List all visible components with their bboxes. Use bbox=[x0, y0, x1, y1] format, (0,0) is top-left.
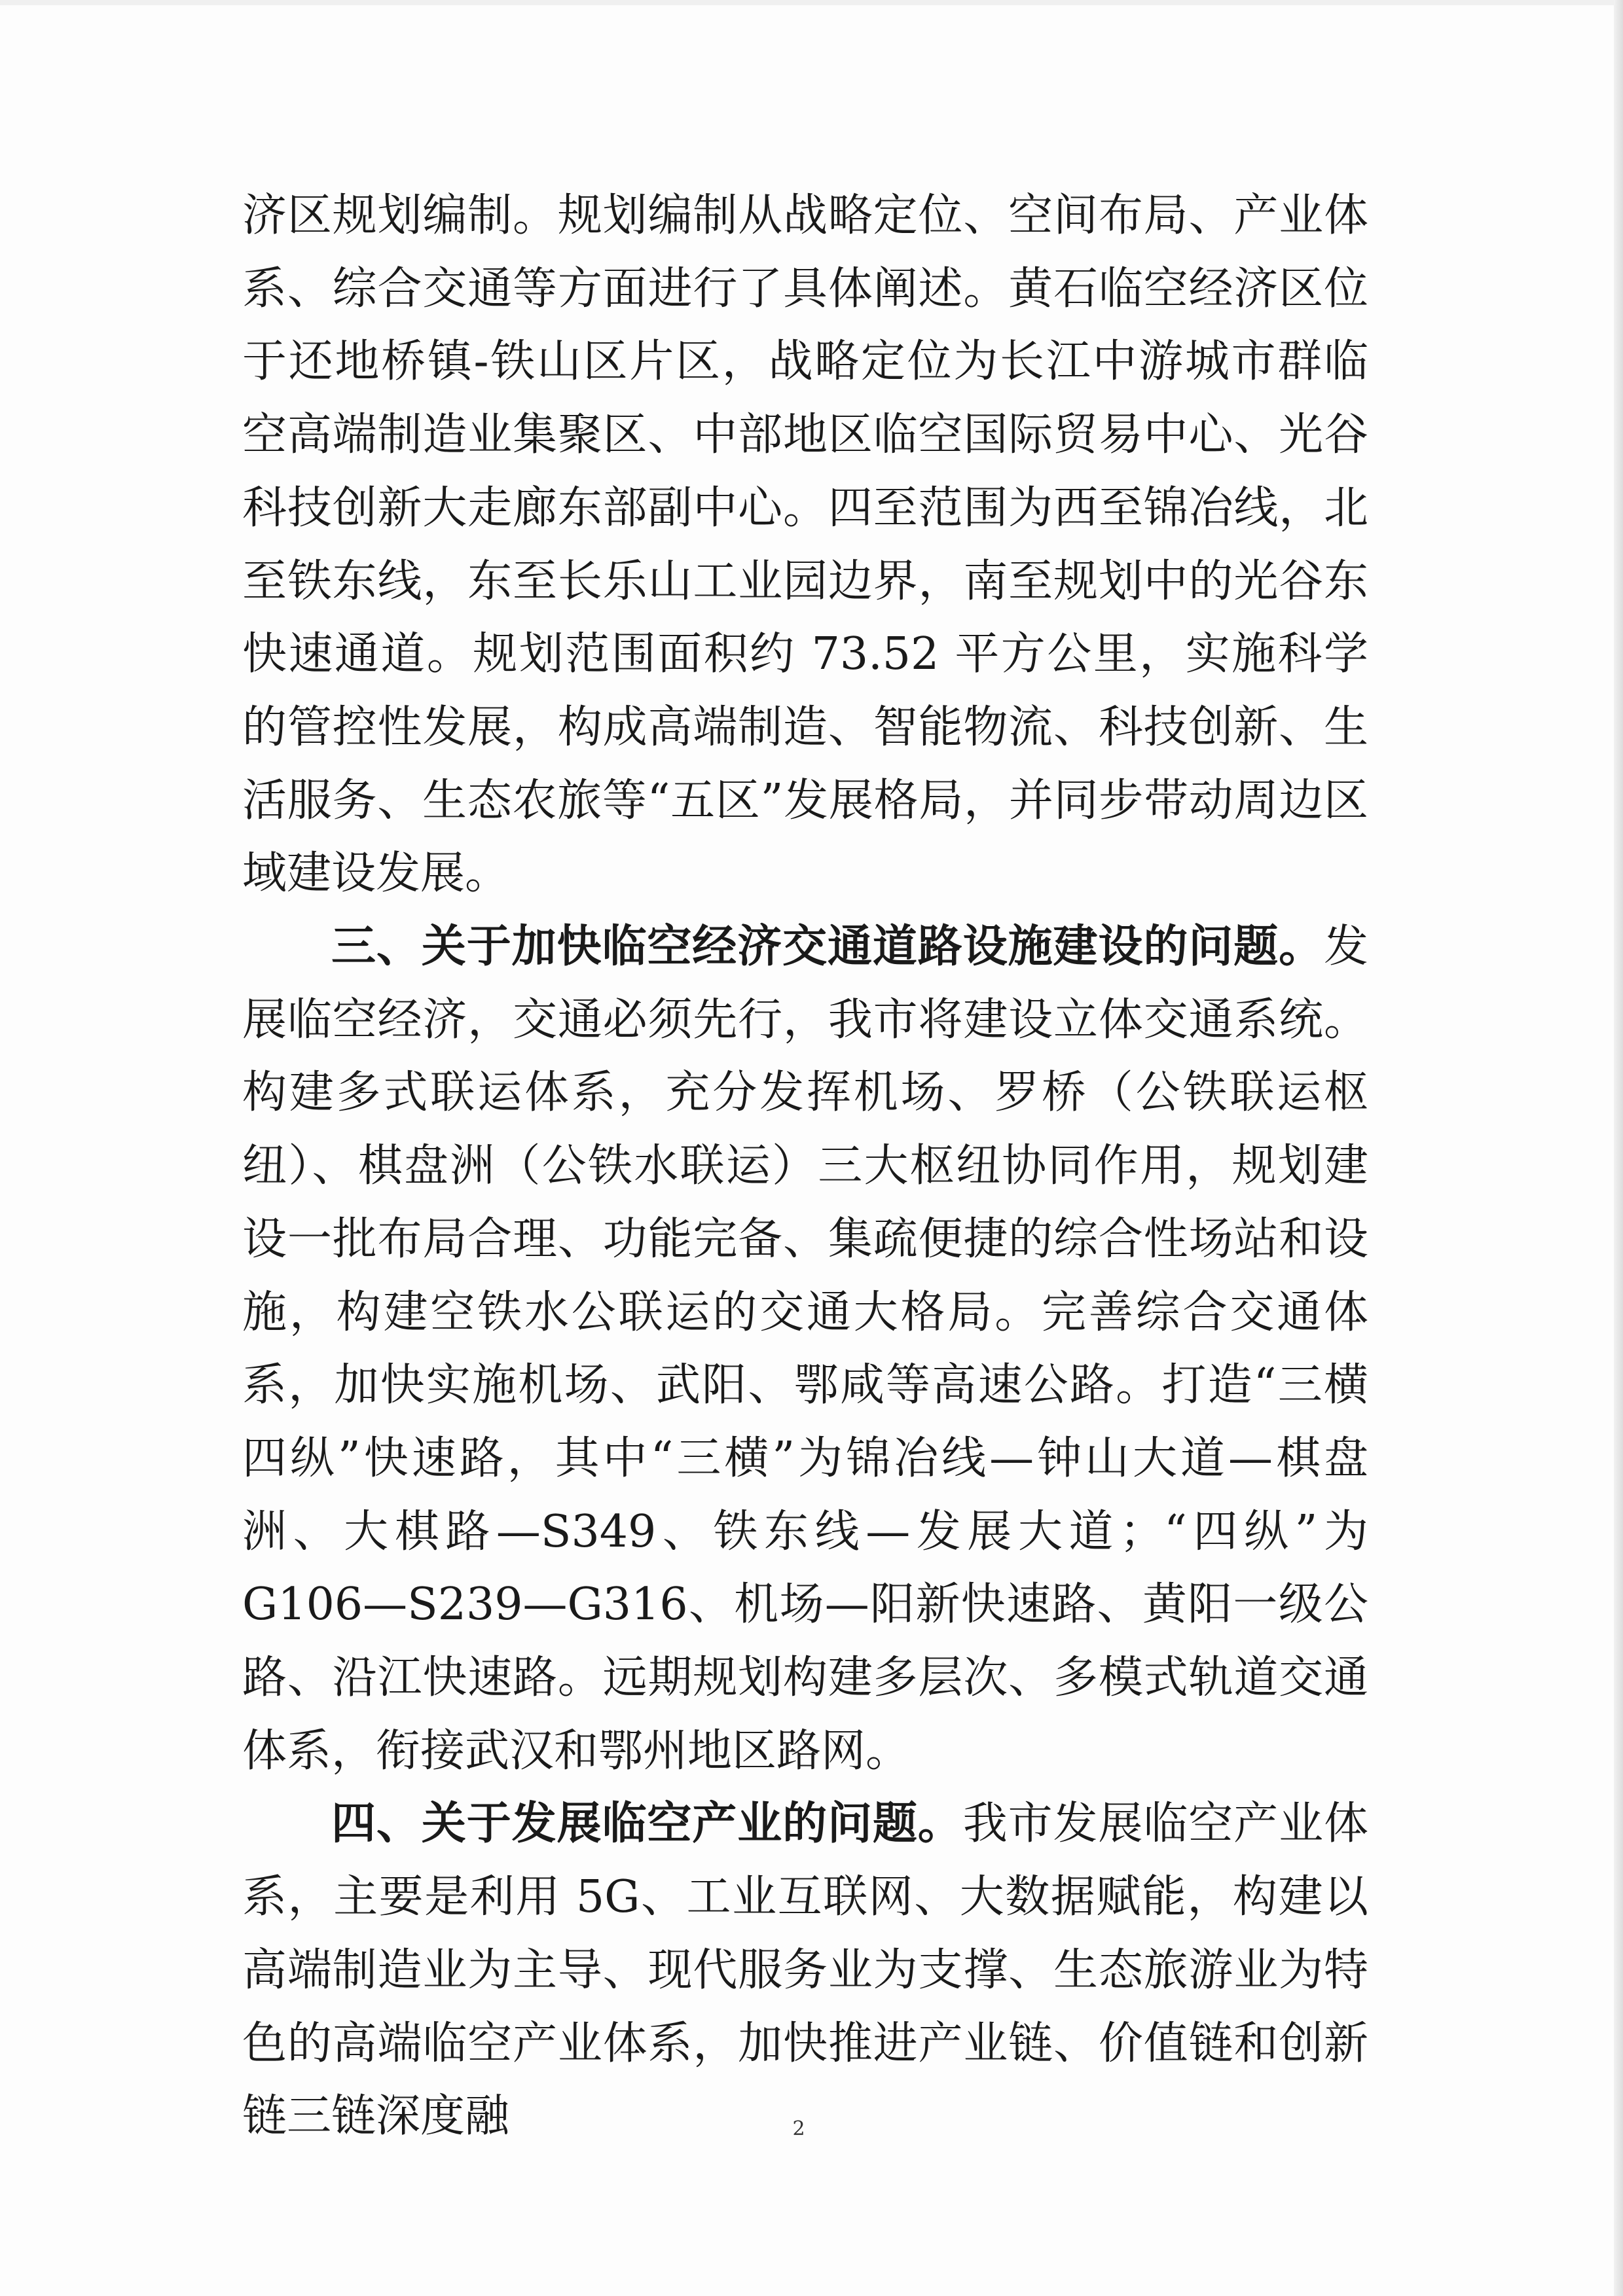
scan-edge-right bbox=[1614, 0, 1623, 2296]
page-number: 2 bbox=[792, 2117, 805, 2140]
paragraph-2 bbox=[242, 910, 1368, 1787]
paragraph-3-heading: 四、关于发展临空产业的问题。 bbox=[331, 1798, 963, 1850]
paragraph-3 bbox=[242, 1787, 1368, 2153]
paragraph-1-text: 济区规划编制。规划编制从战略定位、空间布局、产业体系、综合交通等方面进行了具体阐述。黄石临空经济区位于还地桥镇-铁山区片区，战略定位为长江中游城市群临空高端制造业集聚区、中部地区临空国际贸易中心、光谷科技创新大走廊东部副中心。四至范围为西至锦冶线，北至铁东线，东至长乐山工业园边界，南至规划中的光谷东快速通道。规划范围面积约 73.52 平方公里，实施科学的管控性发展，构成高端制造、智能物流、科技创新、生活服务、生态农旅等“五区”发展格局，并同步带动周边区域建设发展。 bbox=[242, 190, 1368, 900]
body-text bbox=[242, 179, 1368, 2153]
paragraph-1 bbox=[242, 179, 1368, 910]
scan-edge-top bbox=[0, 0, 1623, 5]
paragraph-2-heading: 三、关于加快临空经济交通道路设施建设的问题。 bbox=[331, 921, 1324, 973]
paragraph-3-text: 我市发展临空产业体系，主要是利用 5G、工业互联网、大数据赋能，构建以高端制造业为主导、现代服务业为支撑、生态旅游业为特色的高端临空产业体系，加快推进产业链、价值链和创新链三链深度融 bbox=[242, 1798, 1368, 2143]
paragraph-2-text: 发展临空经济，交通必须先行，我市将建设立体交通系统。构建多式联运体系，充分发挥机场、罗桥（公铁联运枢纽）、棋盘洲（公铁水联运）三大枢纽协同作用，规划建设一批布局合理、功能完备、集疏便捷的综合性场站和设施，构建空铁水公联运的交通大格局。完善综合交通体系，加快实施机场、武阳、鄂咸等高速公路。打造“三横四纵”快速路，其中“三横”为锦冶线—钟山大道—棋盘洲、大棋路—S349、铁东线—发展大道；“四纵”为 G106—S239—G316、机场—阳新快速路、黄阳一级公路、沿江快速路。远期规划构建多层次、多模式轨道交通体系，衔接武汉和鄂州地区路网。 bbox=[242, 921, 1368, 1777]
